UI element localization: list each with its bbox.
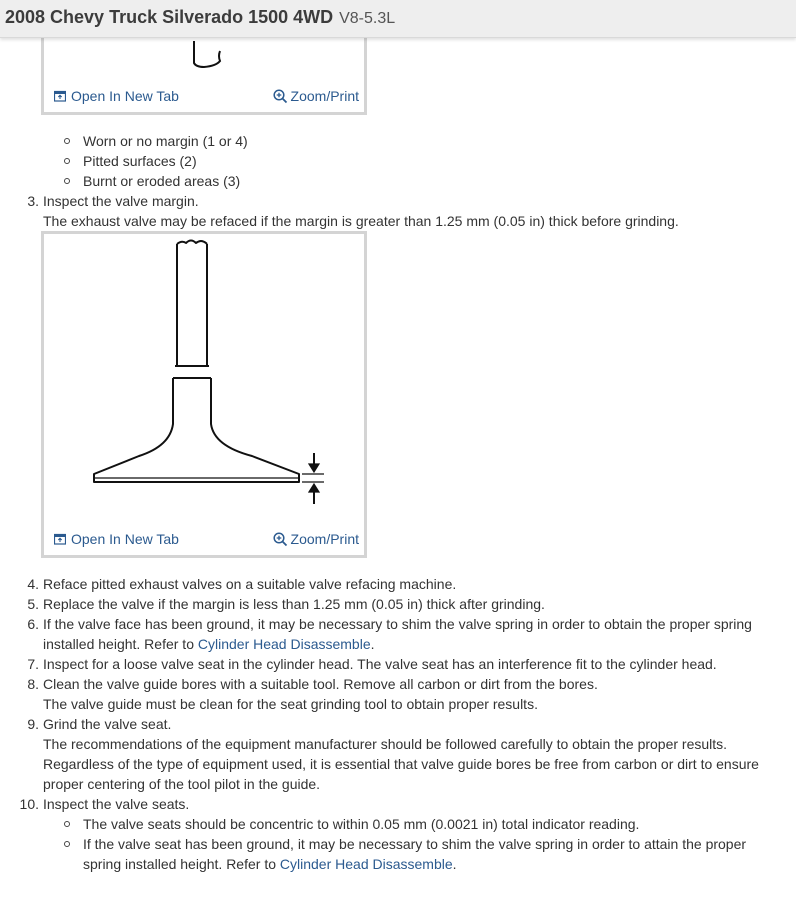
figure-valve-margin (41, 231, 367, 558)
zoom-print-label: Zoom/Print (290, 88, 359, 104)
step-text: Reface pitted exhaust valves on a suitable valve refacing machine. (43, 576, 457, 592)
engine-label: V8-5.3L (339, 10, 396, 27)
step-number: 8. (27, 676, 39, 692)
open-new-tab-link[interactable] (54, 88, 179, 104)
figure-toolbar (44, 84, 364, 112)
step-text: Inspect the valve seats. (43, 796, 190, 812)
vehicle-title: 2008 Chevy Truck Silverado 1500 4WD (5, 7, 334, 27)
step-number: 10. (19, 796, 39, 812)
open-new-tab-link[interactable] (54, 531, 179, 547)
valve-margin-diagram (44, 234, 364, 524)
step-text-prefix: installed height. Refer to (43, 636, 198, 652)
figure-toolbar (44, 527, 364, 555)
zoom-icon (273, 89, 288, 104)
step-number: 5. (27, 596, 39, 612)
bullet-marker (64, 158, 70, 164)
bullet-item: Burnt or eroded areas (3) (83, 173, 241, 189)
bullet-item-continued (83, 854, 457, 874)
vehicle-header (0, 0, 796, 38)
step-text: Inspect for a loose valve seat in the cylinder head. The valve seat has an interference fit to the cylinder head. (43, 656, 717, 672)
bullet-item: The valve seats should be concentric to within 0.05 mm (0.0021 in) total indicator reading. (83, 816, 640, 832)
bullet-text-suffix: . (452, 856, 457, 872)
step-text-continued (43, 634, 375, 654)
bullet-item: Worn or no margin (1 or 4) (83, 133, 248, 149)
cylinder-head-disassemble-link[interactable]: Cylinder Head Disassemble (279, 856, 453, 872)
step-text: If the valve face has been ground, it may be necessary to shim the valve spring in order to obtain the proper spring (43, 616, 752, 632)
step-note: Regardless of the type of equipment used, it is essential that valve guide bores be free from carbon or dirt to ensure (43, 756, 759, 772)
bullet-text-prefix: spring installed height. Refer to (83, 856, 280, 872)
open-new-tab-label: Open In New Tab (71, 88, 179, 104)
bullet-marker (64, 821, 70, 827)
step-text: Replace the valve if the margin is less than 1.25 mm (0.05 in) thick after grinding. (43, 596, 545, 612)
step-number: 4. (27, 576, 39, 592)
step-note: The exhaust valve may be refaced if the margin is greater than 1.25 mm (0.05 in) thick before grinding. (43, 213, 679, 229)
step-note: The recommendations of the equipment manufacturer should be followed carefully to obtain the proper results. (43, 736, 728, 752)
step-text: Inspect the valve margin. (43, 193, 199, 209)
step-text: Grind the valve seat. (43, 716, 172, 732)
cylinder-head-disassemble-link[interactable]: Cylinder Head Disassemble (197, 636, 371, 652)
bullet-item: If the valve seat has been ground, it may be necessary to shim the valve spring in order to attain the proper (83, 836, 747, 852)
zoom-print-label: Zoom/Print (290, 531, 359, 547)
step-number: 9. (27, 716, 39, 732)
bullet-marker (64, 178, 70, 184)
open-new-tab-label: Open In New Tab (71, 531, 179, 547)
step-note: The valve guide must be clean for the seat grinding tool to obtain proper results. (43, 696, 538, 712)
zoom-print-link[interactable] (273, 531, 359, 547)
zoom-icon (273, 532, 288, 547)
new-tab-icon (54, 90, 66, 102)
zoom-print-link[interactable] (273, 88, 359, 104)
step-note: proper centering of the tool pilot in the guide. (43, 776, 321, 792)
step-number: 6. (27, 616, 39, 632)
step-number: 7. (27, 656, 39, 672)
step-number: 3. (27, 193, 39, 209)
bullet-item: Pitted surfaces (2) (83, 153, 197, 169)
step-text: Clean the valve guide bores with a suitable tool. Remove all carbon or dirt from the bores. (43, 676, 598, 692)
bullet-marker (64, 138, 70, 144)
bullet-marker (64, 841, 70, 847)
new-tab-icon (54, 533, 66, 545)
step-text-suffix: . (370, 636, 375, 652)
